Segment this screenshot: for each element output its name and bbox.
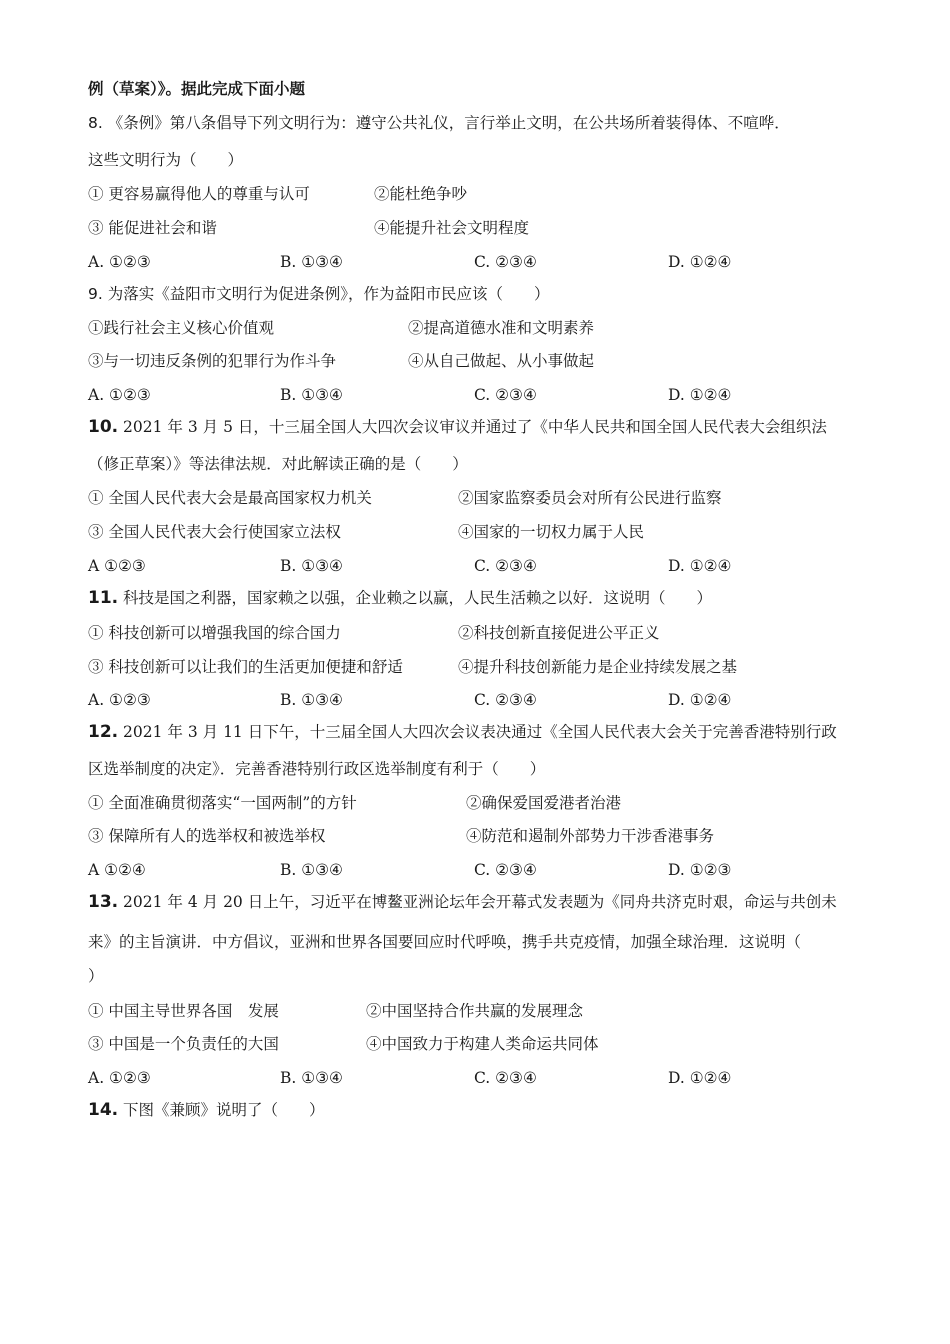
question-number: 12. bbox=[88, 722, 119, 742]
question-number: 14. bbox=[88, 1100, 119, 1120]
question-12-stem-line-1: 12. 2021 年 3 月 11 日下午，十三届全国人大四次会议表决通过《全国人民代表大会关于完善香港特别行政 bbox=[88, 722, 837, 742]
question-9-stem: 9. 为落实《益阳市文明行为促进条例》，作为益阳市民应该（ ） bbox=[88, 285, 550, 303]
intro-text: 例（草案）》。据此完成下面小题 bbox=[88, 79, 306, 98]
question-8-stem-line-1: 8. 《条例》第八条倡导下列文明行为：遵守公共礼仪，言行举止文明，在公共场所着装得体、不喧哗． bbox=[88, 114, 790, 132]
choice-c: C. ②③④ bbox=[474, 861, 537, 879]
choice-c: C. ②③④ bbox=[474, 557, 537, 575]
statement-1: ① 全面准确贯彻落实“一国两制”的方针 bbox=[88, 794, 357, 812]
question-13-stem-line-2: 来》的主旨演讲．中方倡议，亚洲和世界各国要回应时代呼唤，携手共克疫情，加强全球治理．这说明（ bbox=[88, 933, 802, 951]
question-number: 9. bbox=[88, 285, 103, 303]
choice-a: A. ①②③ bbox=[88, 253, 151, 271]
statement-4: ④提升科技创新能力是企业持续发展之基 bbox=[458, 658, 738, 676]
statement-4: ④防范和遏制外部势力干涉香港事务 bbox=[466, 827, 715, 845]
choice-d: D. ①②④ bbox=[668, 253, 732, 271]
statement-2: ②国家监察委员会对所有公民进行监察 bbox=[458, 489, 722, 507]
choice-c: C. ②③④ bbox=[474, 253, 537, 271]
question-11-stem: 11. 科技是国之利器，国家赖之以强，企业赖之以赢，人民生活赖之以好．这说明（ ） bbox=[88, 588, 713, 608]
choice-b: B. ①③④ bbox=[280, 861, 343, 879]
choice-d: D. ①②③ bbox=[668, 861, 732, 879]
choice-c: C. ②③④ bbox=[474, 1069, 537, 1087]
choice-b: B. ①③④ bbox=[280, 386, 343, 404]
question-10-stem-line-1: 10. 2021 年 3 月 5 日，十三届全国人大四次会议审议并通过了《中华人民共和国全国人民代表大会组织法 bbox=[88, 417, 827, 437]
choice-c: C. ②③④ bbox=[474, 691, 537, 709]
statement-1: ① 科技创新可以增强我国的综合国力 bbox=[88, 624, 341, 642]
statement-1: ① 全国人民代表大会是最高国家权力机关 bbox=[88, 489, 372, 507]
statement-2: ②提高道德水准和文明素养 bbox=[408, 319, 595, 337]
question-number: 10. bbox=[88, 417, 119, 437]
choice-a: A ①②③ bbox=[88, 557, 146, 575]
statement-3: ③ 能促进社会和谐 bbox=[88, 219, 217, 237]
question-8-stem-line-2: 这些文明行为（ ） bbox=[88, 151, 244, 169]
choice-a: A ①②④ bbox=[88, 861, 146, 879]
choice-a: A. ①②③ bbox=[88, 691, 151, 709]
statement-3: ③ 保障所有人的选举权和被选举权 bbox=[88, 827, 326, 845]
choice-d: D. ①②④ bbox=[668, 557, 732, 575]
question-14-stem: 14. 下图《兼顾》说明了（ ） bbox=[88, 1100, 325, 1120]
statement-4: ④中国致力于构建人类命运共同体 bbox=[366, 1035, 599, 1053]
statement-4: ④能提升社会文明程度 bbox=[374, 219, 530, 237]
choice-a: A. ①②③ bbox=[88, 386, 151, 404]
choice-b: B. ①③④ bbox=[280, 1069, 343, 1087]
question-13-stem-line-3: ） bbox=[88, 967, 104, 985]
question-number: 8. bbox=[88, 114, 103, 132]
statement-2: ②能杜绝争吵 bbox=[374, 185, 468, 203]
statement-4: ④从自己做起、从小事做起 bbox=[408, 352, 595, 370]
choice-d: D. ①②④ bbox=[668, 1069, 732, 1087]
question-10-stem-line-2: （修正草案）》等法律法规．对此解读正确的是（ ） bbox=[88, 455, 468, 473]
statement-3: ③与一切违反条例的犯罪行为作斗争 bbox=[88, 352, 337, 370]
statement-1: ①践行社会主义核心价值观 bbox=[88, 319, 275, 337]
question-13-stem-line-1: 13. 2021 年 4 月 20 日上午，习近平在博鳌亚洲论坛年会开幕式发表题为《同舟共济克时艰，命运与共创未 bbox=[88, 892, 837, 912]
choice-a: A. ①②③ bbox=[88, 1069, 151, 1087]
question-number: 11. bbox=[88, 588, 119, 608]
statement-2: ②中国坚持合作共赢的发展理念 bbox=[366, 1002, 584, 1020]
choice-d: D. ①②④ bbox=[668, 691, 732, 709]
question-12-stem-line-2: 区选举制度的决定》．完善香港特别行政区选举制度有利于（ ） bbox=[88, 760, 546, 778]
statement-2: ②确保爱国爱港者治港 bbox=[466, 794, 622, 812]
statement-4: ④国家的一切权力属于人民 bbox=[458, 523, 645, 541]
choice-c: C. ②③④ bbox=[474, 386, 537, 404]
choice-d: D. ①②④ bbox=[668, 386, 732, 404]
statement-1: ① 更容易赢得他人的尊重与认可 bbox=[88, 185, 310, 203]
statement-2: ②科技创新直接促进公平正义 bbox=[458, 624, 660, 642]
choice-b: B. ①③④ bbox=[280, 253, 343, 271]
choice-b: B. ①③④ bbox=[280, 691, 343, 709]
choice-b: B. ①③④ bbox=[280, 557, 343, 575]
statement-3: ③ 全国人民代表大会行使国家立法权 bbox=[88, 523, 341, 541]
question-number: 13. bbox=[88, 892, 119, 912]
statement-3: ③ 科技创新可以让我们的生活更加便捷和舒适 bbox=[88, 658, 403, 676]
statement-3: ③ 中国是一个负责任的大国 bbox=[88, 1035, 279, 1053]
statement-1: ① 中国主导世界各国 发展 bbox=[88, 1002, 279, 1020]
